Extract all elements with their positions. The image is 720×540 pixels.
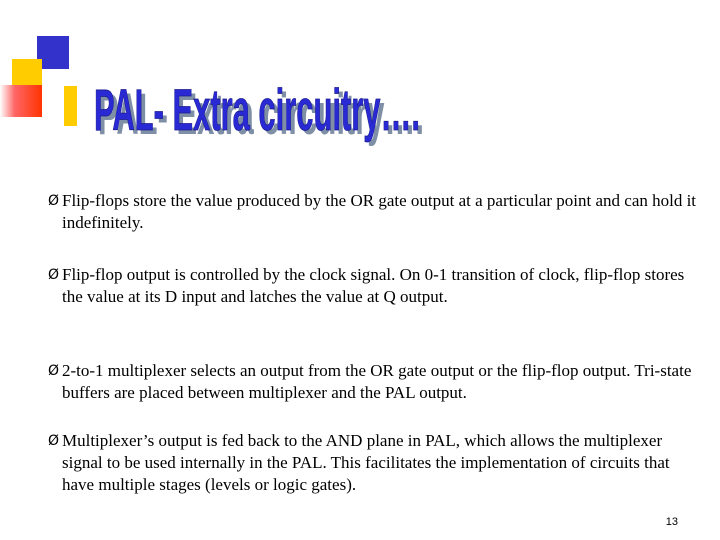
page-number: 13 xyxy=(665,516,678,528)
title-shadow-text: PAL- Extra circuitry…. xyxy=(98,82,424,147)
title-graphic xyxy=(92,60,432,150)
decor-bar-yellow xyxy=(64,86,77,126)
title-text: PAL- Extra circuitry…. xyxy=(94,78,420,143)
bullet-text: Flip-flops store the value produced by the OR gate output at a particular point and can hold it indefinitely. xyxy=(62,191,697,232)
arrow-bullet-icon: Ø xyxy=(48,193,60,209)
bullet-item xyxy=(48,360,702,404)
arrow-bullet-icon: Ø xyxy=(48,267,60,283)
arrow-bullet-icon: Ø xyxy=(48,363,60,379)
slide-title xyxy=(92,60,432,150)
bullet-item xyxy=(48,190,702,234)
bullet-text: Multiplexer’s output is fed back to the AND plane in PAL, which allows the multiplexer signal to be used internally in the PAL. This facilitates the implementation of circuits that have multiple stages (levels or logic gates). xyxy=(62,431,670,494)
bullet-item xyxy=(48,430,702,496)
bullet-text: Flip-flop output is controlled by the clock signal. On 0-1 transition of clock, flip-flop stores the value at its D input and latches the value at Q output. xyxy=(62,265,685,306)
arrow-bullet-icon: Ø xyxy=(48,433,60,449)
decor-square-yellow xyxy=(12,59,42,88)
bullet-item xyxy=(48,264,702,308)
bullet-text: 2-to-1 multiplexer selects an output from the OR gate output or the flip-flop output. Tri-state buffers are placed between multiplexer and the PAL output. xyxy=(62,361,692,402)
decor-square-red xyxy=(0,85,42,117)
